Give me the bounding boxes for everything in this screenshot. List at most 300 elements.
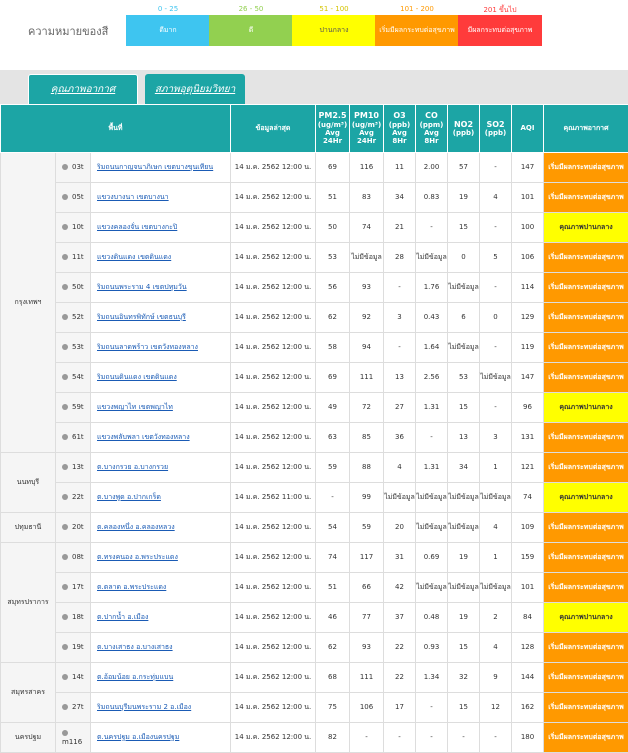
quality-badge: เริ่มมีผลกระทบต่อสุขภาพ xyxy=(544,663,628,693)
station-pin-icon xyxy=(62,344,68,350)
cell-co: 0.93 xyxy=(416,633,448,663)
station-code-text: 53t xyxy=(72,343,84,351)
cell-pm25: 75 xyxy=(316,693,350,723)
cell-pm25: 62 xyxy=(316,633,350,663)
cell-no2: 6 xyxy=(448,303,480,333)
cell-no2: ไม่มีข้อมูล xyxy=(448,573,480,603)
cell-time: 14 ม.ค. 2562 12:00 น. xyxy=(231,303,316,333)
table-row xyxy=(1,573,628,603)
cell-o3: 20 xyxy=(384,513,416,543)
table-row xyxy=(1,453,628,483)
province-cell: นครปฐม xyxy=(1,723,56,753)
station-name-link[interactable]: ต.บางพูด อ.ปากเกร็ด xyxy=(91,483,231,513)
cell-pm25: 68 xyxy=(316,663,350,693)
cell-co: - xyxy=(416,213,448,243)
o3-avg: Avg 8Hr xyxy=(392,129,407,145)
station-name-link[interactable]: ริมถนนบุรีมนพระราม 2 อ.เมือง xyxy=(91,693,231,723)
station-pin-icon xyxy=(62,164,68,170)
table-body xyxy=(1,153,628,753)
so2-unit: (ppb) xyxy=(485,129,506,137)
station-pin-icon xyxy=(62,704,68,710)
cell-no2: 13 xyxy=(448,423,480,453)
cell-o3: - xyxy=(384,273,416,303)
station-code-text: 52t xyxy=(72,313,84,321)
cell-co: - xyxy=(416,723,448,753)
cell-no2: 53 xyxy=(448,363,480,393)
province-cell: กรุงเทพฯ xyxy=(1,153,56,453)
table-row xyxy=(1,393,628,423)
station-code-text: 54t xyxy=(72,373,84,381)
station-code-text: 11t xyxy=(72,253,84,261)
color-legend xyxy=(0,0,628,58)
cell-pm10: 111 xyxy=(350,663,384,693)
table-header xyxy=(1,105,628,153)
cell-co: ไม่มีข้อมูล xyxy=(416,483,448,513)
col-pm10 xyxy=(350,105,384,153)
cell-so2: 5 xyxy=(480,243,512,273)
cell-so2: ไม่มีข้อมูล xyxy=(480,483,512,513)
cell-pm10: 106 xyxy=(350,693,384,723)
legend-level-good: ดี xyxy=(209,15,293,46)
cell-aqi: 119 xyxy=(512,333,544,363)
cell-pm10: 93 xyxy=(350,633,384,663)
cell-aqi: 121 xyxy=(512,453,544,483)
station-pin-icon xyxy=(62,494,68,500)
cell-pm25: 49 xyxy=(316,393,350,423)
legend-level-moderate: ปานกลาง xyxy=(292,15,376,46)
cell-o3: 37 xyxy=(384,603,416,633)
station-code xyxy=(56,393,91,423)
cell-aqi: 180 xyxy=(512,723,544,753)
station-code xyxy=(56,483,91,513)
cell-aqi: 101 xyxy=(512,573,544,603)
cell-o3: 42 xyxy=(384,573,416,603)
station-code xyxy=(56,633,91,663)
cell-time: 14 ม.ค. 2562 12:00 น. xyxy=(231,273,316,303)
station-code xyxy=(56,303,91,333)
cell-time: 14 ม.ค. 2562 12:00 น. xyxy=(231,423,316,453)
quality-badge: เริ่มมีผลกระทบต่อสุขภาพ xyxy=(544,333,628,363)
co-unit: (ppm) xyxy=(420,121,444,129)
co-name: CO xyxy=(416,111,447,121)
station-code xyxy=(56,453,91,483)
pm10-avg: Avg 24Hr xyxy=(357,129,376,145)
cell-o3: - xyxy=(384,723,416,753)
cell-no2: 34 xyxy=(448,453,480,483)
cell-pm25: 56 xyxy=(316,273,350,303)
station-code-text: 13t xyxy=(72,463,84,471)
quality-badge: เริ่มมีผลกระทบต่อสุขภาพ xyxy=(544,303,628,333)
cell-pm25: 62 xyxy=(316,303,350,333)
cell-co: 1.31 xyxy=(416,393,448,423)
cell-pm25: 59 xyxy=(316,453,350,483)
cell-co: 1.31 xyxy=(416,453,448,483)
legend-level-excellent: ดีมาก xyxy=(126,15,210,46)
cell-o3: 22 xyxy=(384,633,416,663)
quality-badge: เริ่มมีผลกระทบต่อสุขภาพ xyxy=(544,693,628,723)
quality-badge: เริ่มมีผลกระทบต่อสุขภาพ xyxy=(544,363,628,393)
cell-pm10: 77 xyxy=(350,603,384,633)
cell-co: ไม่มีข้อมูล xyxy=(416,573,448,603)
cell-time: 14 ม.ค. 2562 12:00 น. xyxy=(231,693,316,723)
station-code xyxy=(56,573,91,603)
quality-badge: เริ่มมีผลกระทบต่อสุขภาพ xyxy=(544,723,628,753)
station-pin-icon xyxy=(62,284,68,290)
province-cell: สมุทรปราการ xyxy=(1,543,56,663)
table-row xyxy=(1,243,628,273)
cell-co: 2.00 xyxy=(416,153,448,183)
cell-no2: 19 xyxy=(448,543,480,573)
cell-so2: 3 xyxy=(480,423,512,453)
quality-badge: เริ่มมีผลกระทบต่อสุขภาพ xyxy=(544,513,628,543)
cell-pm10: 59 xyxy=(350,513,384,543)
cell-no2: 15 xyxy=(448,213,480,243)
station-code xyxy=(56,723,91,753)
cell-o3: 17 xyxy=(384,693,416,723)
station-name-link[interactable]: ต.อ้อมน้อย อ.กระทุ่มแบน xyxy=(91,663,231,693)
cell-pm10: 72 xyxy=(350,393,384,423)
cell-pm10: 92 xyxy=(350,303,384,333)
cell-no2: 19 xyxy=(448,183,480,213)
cell-aqi: 131 xyxy=(512,423,544,453)
station-code xyxy=(56,693,91,723)
quality-badge: คุณภาพปานกลาง xyxy=(544,213,628,243)
province-cell: นนทบุรี xyxy=(1,453,56,513)
cell-time: 14 ม.ค. 2562 12:00 น. xyxy=(231,513,316,543)
station-pin-icon xyxy=(62,614,68,620)
table-row xyxy=(1,273,628,303)
cell-time: 14 ม.ค. 2562 11:00 น. xyxy=(231,483,316,513)
cell-so2: - xyxy=(480,333,512,363)
station-name-link[interactable]: ริมถนนอินทรพิทักษ์ เขตธนบุรี xyxy=(91,303,231,333)
station-pin-icon xyxy=(62,194,68,200)
table-row xyxy=(1,663,628,693)
cell-time: 14 ม.ค. 2562 12:00 น. xyxy=(231,393,316,423)
cell-co: - xyxy=(416,423,448,453)
col-co xyxy=(416,105,448,153)
cell-o3: - xyxy=(384,333,416,363)
spacer xyxy=(0,58,628,70)
cell-pm25: 46 xyxy=(316,603,350,633)
o3-name: O3 xyxy=(384,111,415,121)
station-name-link[interactable]: ริมถนนดินแดง เขตดินแดง xyxy=(91,363,231,393)
station-code-text: 19t xyxy=(72,643,84,651)
station-pin-icon xyxy=(62,404,68,410)
cell-aqi: 106 xyxy=(512,243,544,273)
quality-badge: เริ่มมีผลกระทบต่อสุขภาพ xyxy=(544,183,628,213)
station-code xyxy=(56,333,91,363)
station-name-link[interactable]: ต.ทรงคนอง อ.พระประแดง xyxy=(91,543,231,573)
station-name-link[interactable]: ริมถนนกาญจนาภิเษก เขตบางขุนเทียน xyxy=(91,153,231,183)
station-name-link[interactable]: ริมถนนพระราม 4 เขตปทุมวัน xyxy=(91,273,231,303)
cell-so2: - xyxy=(480,393,512,423)
station-code xyxy=(56,603,91,633)
cell-so2: 1 xyxy=(480,543,512,573)
cell-no2: 15 xyxy=(448,393,480,423)
quality-badge: เริ่มมีผลกระทบต่อสุขภาพ xyxy=(544,423,628,453)
cell-time: 14 ม.ค. 2562 12:00 น. xyxy=(231,213,316,243)
cell-aqi: 109 xyxy=(512,513,544,543)
station-name-link[interactable]: ต.ตลาด อ.พระประแดง xyxy=(91,573,231,603)
station-name-link[interactable]: ต.คลองหนึ่ง อ.คลองหลวง xyxy=(91,513,231,543)
cell-pm10: 116 xyxy=(350,153,384,183)
cell-co: 0.48 xyxy=(416,603,448,633)
cell-aqi: 100 xyxy=(512,213,544,243)
cell-no2: - xyxy=(448,723,480,753)
cell-no2: 0 xyxy=(448,243,480,273)
col-pm25 xyxy=(316,105,350,153)
cell-time: 14 ม.ค. 2562 12:00 น. xyxy=(231,363,316,393)
station-name-link[interactable]: ต.บางเสาธง อ.บางเสาธง xyxy=(91,633,231,663)
pm25-avg: Avg 24Hr xyxy=(323,129,342,145)
pm25-unit: (ug/m³) xyxy=(318,121,347,129)
cell-co: - xyxy=(416,693,448,723)
cell-pm10: 111 xyxy=(350,363,384,393)
quality-badge: เริ่มมีผลกระทบต่อสุขภาพ xyxy=(544,453,628,483)
cell-pm10: 93 xyxy=(350,273,384,303)
cell-time: 14 ม.ค. 2562 12:00 น. xyxy=(231,663,316,693)
cell-so2: 2 xyxy=(480,603,512,633)
station-name-link[interactable]: ริมถนนลาดพร้าว เขตวังทองหลาง xyxy=(91,333,231,363)
quality-badge: เริ่มมีผลกระทบต่อสุขภาพ xyxy=(544,243,628,273)
cell-aqi: 114 xyxy=(512,273,544,303)
station-code xyxy=(56,423,91,453)
cell-pm25: 82 xyxy=(316,723,350,753)
station-name-link[interactable]: ต.ปากน้ำ อ.เมือง xyxy=(91,603,231,633)
cell-co: ไม่มีข้อมูล xyxy=(416,243,448,273)
station-code-text: 03t xyxy=(72,163,84,171)
cell-aqi: 144 xyxy=(512,663,544,693)
tab-air-quality-label: คุณภาพอากาศ xyxy=(51,82,115,97)
province-cell: ปทุมธานี xyxy=(1,513,56,543)
cell-time: 14 ม.ค. 2562 12:00 น. xyxy=(231,153,316,183)
table-row xyxy=(1,603,628,633)
cell-no2: 32 xyxy=(448,663,480,693)
station-code-text: 50t xyxy=(72,283,84,291)
cell-so2: - xyxy=(480,153,512,183)
cell-co: 1.64 xyxy=(416,333,448,363)
cell-so2: ไม่มีข้อมูล xyxy=(480,363,512,393)
cell-so2: - xyxy=(480,273,512,303)
legend-level-unhealthy-sensitive: เริ่มมีผลกระทบต่อสุขภาพ xyxy=(375,15,459,46)
station-pin-icon xyxy=(62,464,68,470)
cell-time: 14 ม.ค. 2562 12:00 น. xyxy=(231,183,316,213)
cell-o3: 21 xyxy=(384,213,416,243)
station-code xyxy=(56,513,91,543)
station-code-text: 17t xyxy=(72,583,84,591)
tab-meteorology-label: สภาพอุตุนิยมวิทยา xyxy=(155,82,235,97)
tab-air-quality[interactable] xyxy=(28,74,138,104)
cell-time: 14 ม.ค. 2562 12:00 น. xyxy=(231,573,316,603)
station-code-text: 20t xyxy=(72,523,84,531)
quality-badge: คุณภาพปานกลาง xyxy=(544,603,628,633)
table-row xyxy=(1,633,628,663)
cell-time: 14 ม.ค. 2562 12:00 น. xyxy=(231,333,316,363)
cell-pm10: 66 xyxy=(350,573,384,603)
cell-aqi: 84 xyxy=(512,603,544,633)
so2-name: SO2 xyxy=(480,120,511,130)
cell-pm10: 99 xyxy=(350,483,384,513)
station-code-text: 05t xyxy=(72,193,84,201)
cell-pm25: 69 xyxy=(316,363,350,393)
cell-aqi: 147 xyxy=(512,153,544,183)
cell-co: ไม่มีข้อมูล xyxy=(416,513,448,543)
station-code xyxy=(56,543,91,573)
cell-aqi: 74 xyxy=(512,483,544,513)
cell-so2: - xyxy=(480,213,512,243)
cell-pm10: 85 xyxy=(350,423,384,453)
cell-o3: 3 xyxy=(384,303,416,333)
cell-pm25: 51 xyxy=(316,183,350,213)
col-location: พื้นที่ xyxy=(1,105,231,153)
cell-pm25: 53 xyxy=(316,243,350,273)
cell-so2: 0 xyxy=(480,303,512,333)
cell-o3: 28 xyxy=(384,243,416,273)
cell-pm10: 117 xyxy=(350,543,384,573)
cell-no2: ไม่มีข้อมูล xyxy=(448,483,480,513)
legend-range-3: 51 - 100 xyxy=(292,5,376,13)
col-o3 xyxy=(384,105,416,153)
station-pin-icon xyxy=(62,674,68,680)
station-name-link[interactable]: ต.นครปฐม อ.เมืองนครปฐม xyxy=(91,723,231,753)
table-row xyxy=(1,483,628,513)
cell-o3: 31 xyxy=(384,543,416,573)
quality-badge: เริ่มมีผลกระทบต่อสุขภาพ xyxy=(544,573,628,603)
no2-unit: (ppb) xyxy=(453,129,474,137)
quality-badge: เริ่มมีผลกระทบต่อสุขภาพ xyxy=(544,273,628,303)
station-name-link[interactable]: แขวงดินแดง เขตดินแดง xyxy=(91,243,231,273)
table-row xyxy=(1,153,628,183)
table-row xyxy=(1,363,628,393)
cell-pm25: 69 xyxy=(316,153,350,183)
col-latest: ข้อมูลล่าสุด xyxy=(231,105,316,153)
col-quality: คุณภาพอากาศ xyxy=(544,105,628,153)
cell-pm10: - xyxy=(350,723,384,753)
station-name-link[interactable]: แขวงบางนา เขตบางนา xyxy=(91,183,231,213)
station-name-link[interactable]: แขวงคลองจั่น เขตบางกะปิ xyxy=(91,213,231,243)
cell-aqi: 147 xyxy=(512,363,544,393)
no2-name: NO2 xyxy=(448,120,479,130)
cell-aqi: 162 xyxy=(512,693,544,723)
air-quality-table xyxy=(0,104,628,753)
cell-aqi: 159 xyxy=(512,543,544,573)
cell-aqi: 128 xyxy=(512,633,544,663)
station-code-text: 22t xyxy=(72,493,84,501)
cell-no2: ไม่มีข้อมูล xyxy=(448,513,480,543)
quality-badge: เริ่มมีผลกระทบต่อสุขภาพ xyxy=(544,633,628,663)
tab-meteorology[interactable] xyxy=(145,74,245,104)
cell-o3: 11 xyxy=(384,153,416,183)
quality-badge: เริ่มมีผลกระทบต่อสุขภาพ xyxy=(544,153,628,183)
legend-level-unhealthy: มีผลกระทบต่อสุขภาพ xyxy=(458,15,542,46)
table-row xyxy=(1,303,628,333)
cell-o3: 22 xyxy=(384,663,416,693)
station-code-text: 10t xyxy=(72,223,84,231)
quality-badge: เริ่มมีผลกระทบต่อสุขภาพ xyxy=(544,543,628,573)
cell-pm10: 83 xyxy=(350,183,384,213)
station-name-link[interactable]: ต.บางกรวย อ.บางกรวย xyxy=(91,453,231,483)
table-row xyxy=(1,513,628,543)
pm25-name: PM2.5 xyxy=(316,111,349,121)
station-name-link[interactable]: แขวงพลับพลา เขตวังทองหลาง xyxy=(91,423,231,453)
cell-co: 0.43 xyxy=(416,303,448,333)
cell-pm10: 88 xyxy=(350,453,384,483)
co-avg: Avg 8Hr xyxy=(424,129,439,145)
o3-unit: (ppb) xyxy=(389,121,410,129)
station-pin-icon xyxy=(62,644,68,650)
cell-o3: 27 xyxy=(384,393,416,423)
cell-o3: 4 xyxy=(384,453,416,483)
cell-so2: ไม่มีข้อมูล xyxy=(480,573,512,603)
station-code-text: 59t xyxy=(72,403,84,411)
station-code xyxy=(56,363,91,393)
cell-o3: 36 xyxy=(384,423,416,453)
station-name-link[interactable]: แขวงพญาไท เขตพญาไท xyxy=(91,393,231,423)
station-pin-icon xyxy=(62,434,68,440)
cell-time: 14 ม.ค. 2562 12:00 น. xyxy=(231,603,316,633)
quality-badge: คุณภาพปานกลาง xyxy=(544,483,628,513)
cell-pm25: 58 xyxy=(316,333,350,363)
cell-so2: 1 xyxy=(480,453,512,483)
cell-co: 1.76 xyxy=(416,273,448,303)
cell-pm25: 74 xyxy=(316,543,350,573)
cell-pm25: 54 xyxy=(316,513,350,543)
cell-no2: 15 xyxy=(448,633,480,663)
table-row xyxy=(1,333,628,363)
cell-no2: 57 xyxy=(448,153,480,183)
cell-no2: ไม่มีข้อมูล xyxy=(448,333,480,363)
cell-pm25: - xyxy=(316,483,350,513)
cell-time: 14 ม.ค. 2562 12:00 น. xyxy=(231,543,316,573)
cell-aqi: 101 xyxy=(512,183,544,213)
table-row xyxy=(1,723,628,753)
col-so2 xyxy=(480,105,512,153)
cell-o3: 34 xyxy=(384,183,416,213)
station-pin-icon xyxy=(62,554,68,560)
legend-range-1: 0 - 25 xyxy=(126,5,210,13)
station-code xyxy=(56,273,91,303)
col-aqi: AQI xyxy=(512,105,544,153)
col-no2 xyxy=(448,105,480,153)
cell-co: 2.56 xyxy=(416,363,448,393)
station-code-text: 27t xyxy=(72,703,84,711)
cell-aqi: 96 xyxy=(512,393,544,423)
legend-range-2: 26 - 50 xyxy=(209,5,293,13)
cell-so2: 12 xyxy=(480,693,512,723)
cell-pm10: ไม่มีข้อมูล xyxy=(350,243,384,273)
table-row xyxy=(1,693,628,723)
cell-co: 1.34 xyxy=(416,663,448,693)
station-code xyxy=(56,183,91,213)
table-row xyxy=(1,183,628,213)
cell-so2: - xyxy=(480,723,512,753)
station-code-text: m116 xyxy=(62,738,82,746)
province-cell: สมุทรสาคร xyxy=(1,663,56,723)
cell-no2: 15 xyxy=(448,693,480,723)
station-code xyxy=(56,663,91,693)
station-code-text: 61t xyxy=(72,433,84,441)
cell-o3: 13 xyxy=(384,363,416,393)
legend-range-4: 101 - 200 xyxy=(375,5,459,13)
cell-pm10: 74 xyxy=(350,213,384,243)
pm10-unit: (ug/m³) xyxy=(352,121,381,129)
cell-time: 14 ม.ค. 2562 12:00 น. xyxy=(231,633,316,663)
cell-time: 14 ม.ค. 2562 12:00 น. xyxy=(231,243,316,273)
station-pin-icon xyxy=(62,374,68,380)
pm10-name: PM10 xyxy=(350,111,383,121)
cell-pm25: 50 xyxy=(316,213,350,243)
cell-pm25: 51 xyxy=(316,573,350,603)
